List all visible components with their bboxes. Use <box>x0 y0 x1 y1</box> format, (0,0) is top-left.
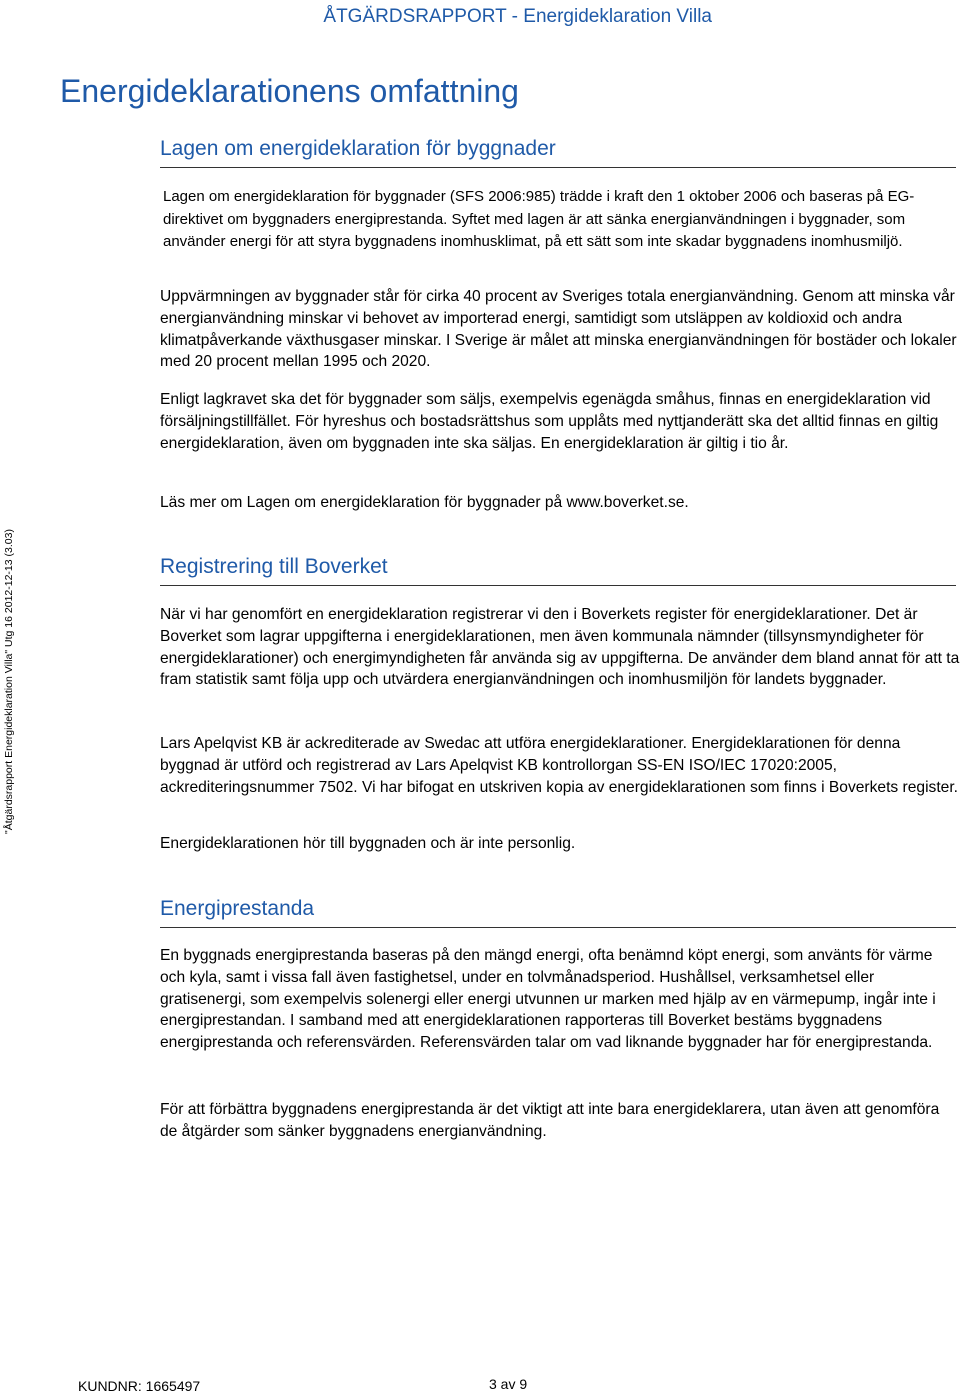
paragraph-energy-performance: En byggnads energiprestanda baseras på den mängd energi, ofta benämnd köpt energi, som använts för värme och kyla, samt i vissa fall även fastighetsel, under en tolvmånadsperiod. Hushållsel, verksamhetsel eller gratisenergi, som exempelvis solenergi eller energi utvunnen ur marken med hjälp av en värmepump, ingår inte i energiprestandan. I samband med att energideklarationen rapporteras till Boverket bestäms byggnadens energiprestanda och referensvärden. Referensvärden talar om vad liknande byggnader har för energiprestanda. <box>160 947 936 1052</box>
paragraph-not-personal: Energideklarationen hör till byggnaden och är inte personlig. <box>160 835 576 852</box>
section-heading-energiprestanda: Energiprestanda <box>160 897 956 928</box>
side-note: "Åtgärdsrapport Energideklaration Villa" Utg 16 2012-12-13 (3.03) <box>3 529 15 834</box>
section-heading-registrering: Registrering till Boverket <box>160 555 956 586</box>
paragraph-accreditation: Lars Apelqvist KB är ackrediterade av Swedac att utföra energideklarationer. Energideklarationen för denna byggnad är utförd och registrerad av Lars Apelqvist KB kontrollorgan SS-EN ISO/IEC 17020:2005, ackrediteringsnummer 7502. Vi har bifogat en utskriven kopia av energideklarationen som finns i Boverkets register. <box>160 735 959 796</box>
paragraph-legal-requirement: Enligt lagkravet ska det för byggnader som säljs, exempelvis egenägda småhus, finnas en energideklaration vid försäljningstillfället. För hyreshus och bostadsrättshus som upplåts med nyttjanderätt ska det alltid finnas en giltig energideklaration, även om byggnaden inte ska säljas. En energideklaration är giltig i tio år. <box>160 391 939 452</box>
paragraph-improvement: För att förbättra byggnadens energiprestanda är det viktigt att inte bara energideklarera, utan även att genomföra de åtgärder som sänker byggnadens energianvändning. <box>160 1101 940 1140</box>
running-header: ÅTGÄRDSRAPPORT - Energideklaration Villa <box>323 6 712 27</box>
customer-number: KUNDNR: 1665497 <box>78 1378 201 1394</box>
paragraph-heating-share: Uppvärmningen av byggnader står för cirka 40 procent av Sveriges totala energianvändning. Genom att minska vår energianvändning minskar vi behovet av importerad energi, samtidigt som utsläppen av koldioxid och andra klimatpåverkande växthusgaser minskar. I Sverige är målet att minska energianvändningen för bostäder och lokaler med 20 procent mellan 1995 och 2020. <box>160 288 957 371</box>
section-heading-lagen: Lagen om energideklaration för byggnader <box>160 137 956 168</box>
paragraph-law-intro: Lagen om energideklaration för byggnader (SFS 2006:985) trädde i kraft den 1 oktober 2006 och baseras på EG-direktivet om byggnaders energiprestanda. Syftet med lagen är att sänka energianvändningen i byggnader, som använder energi för att styra byggnadens inomhusklimat, på ett sätt som inte skadar byggnadens inomhusmiljö. <box>163 188 915 251</box>
page-title: Energideklarationens omfattning <box>60 73 519 109</box>
paragraph-registration: När vi har genomfört en energideklaration registrerar vi den i Boverkets register för energideklarationer. Det är Boverket som lagrar uppgifterna i energideklarationen, men även kommunala nämnder (tillsynsmyndigheter för energideklarationer) och energimyndigheten får använda sig av uppgifterna. De använder dem bland annat för att ta fram statistik samt följa upp och utvärdera energianvändningen och inomhusmiljön för landets byggnader. <box>160 606 960 689</box>
paragraph-read-more: Läs mer om Lagen om energideklaration för byggnader på www.boverket.se. <box>160 494 689 511</box>
page-indicator: 3 av 9 <box>489 1376 528 1392</box>
